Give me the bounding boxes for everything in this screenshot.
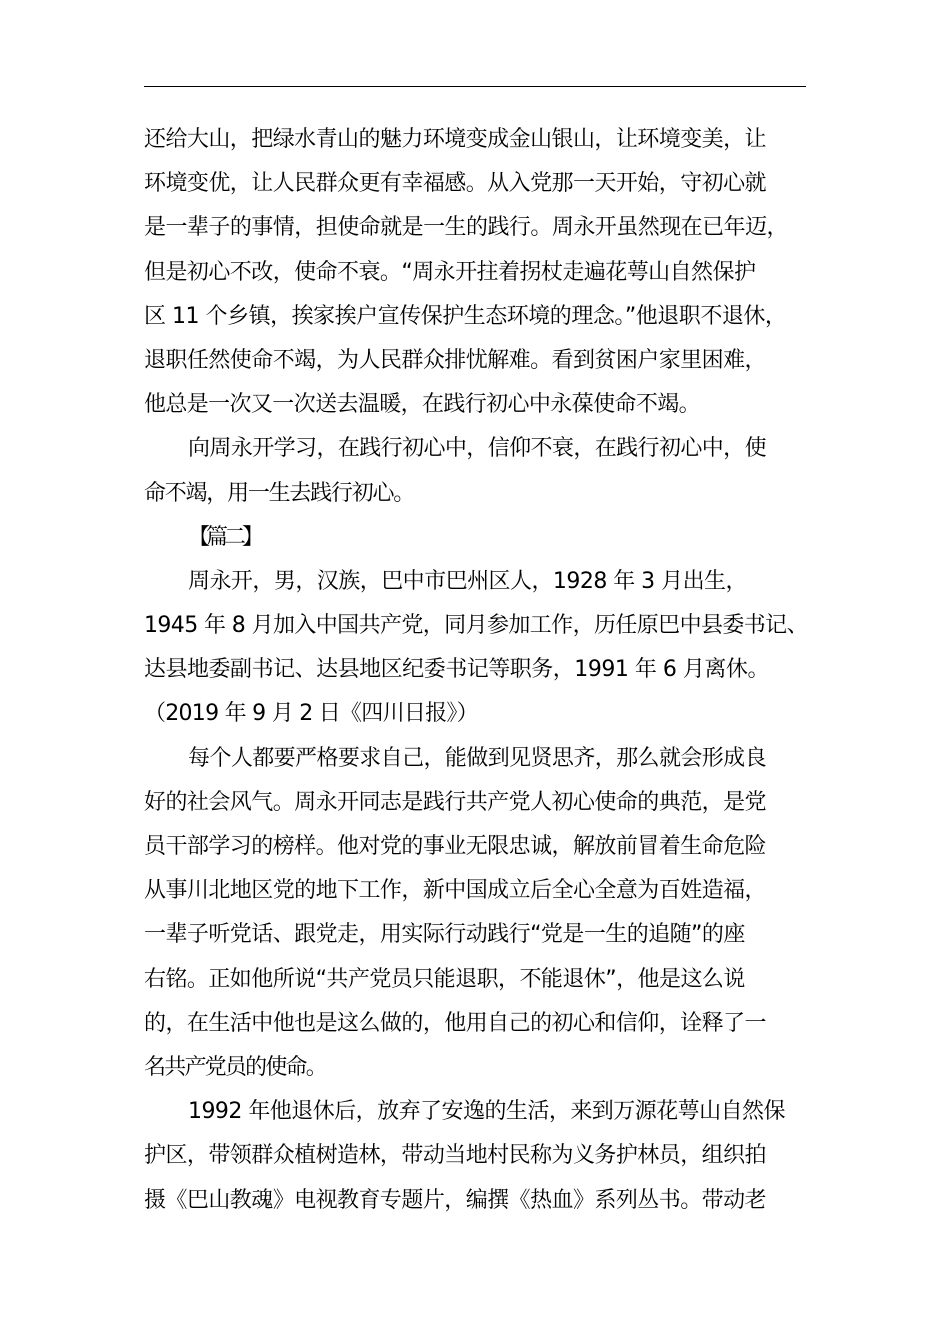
text-line: 【篇二】 — [188, 524, 261, 550]
header-rule — [144, 86, 806, 87]
text-line: 护区，带领群众植树造林，带动当地村民称为义务护林员，组织拍 — [144, 1143, 767, 1169]
text-line: 1945 年 8 月加入中国共产党，同月参加工作，历任原巴中县委书记、 — [144, 613, 808, 639]
text-line: 向周永开学习，在践行初心中，信仰不衰，在践行初心中，使 — [188, 436, 767, 462]
text-line: 但是初心不改，使命不衰。“周永开拄着拐杖走遍花萼山自然保护 — [144, 259, 756, 285]
text-line: 员干部学习的榜样。他对党的事业无限忠诚，解放前冒着生命危险 — [144, 834, 767, 859]
text-line: 命不竭，用一生去践行初心。 — [144, 480, 415, 506]
text-line: 右铭。正如他所说“共产党员只能退职，不能退休”，他是这么说 — [144, 966, 745, 992]
text-line: 他总是一次又一次送去温暖，在践行初心中永葆使命不竭。 — [144, 392, 701, 418]
text-line: 的，在生活中他也是这么做的，他用自己的初心和信仰，诠释了一 — [144, 1010, 767, 1036]
text-line: 是一辈子的事情，担使命就是一生的践行。周永开虽然现在已年迈， — [144, 215, 789, 241]
text-line: 环境变优，让人民群众更有幸福感。从入党那一天开始，守初心就 — [144, 171, 767, 197]
text-line: 摄《巴山教魂》电视教育专题片，编撰《热血》系列丛书。带动老 — [144, 1187, 767, 1213]
text-line: 达县地委副书记、达县地区纪委书记等职务，1991 年 6 月离休。 — [144, 657, 769, 683]
text-line: 每个人都要严格要求自己，能做到见贤思齐，那么就会形成良 — [188, 745, 767, 771]
text-line: 好的社会风气。周永开同志是践行共产党人初心使命的典范，是党 — [144, 789, 767, 815]
text-line: 一辈子听党话、跟党走，用实际行动践行“党是一生的追随”的座 — [144, 922, 745, 948]
text-line: 还给大山，把绿水青山的魅力环境变成金山银山，让环境变美，让 — [144, 127, 767, 152]
document-body — [144, 118, 824, 1223]
text-line: 周永开，男，汉族，巴中市巴州区人，1928 年 3 月出生， — [188, 568, 747, 594]
text-line: 区 11 个乡镇，挨家挨户宣传保护生态环境的理念。”他退职不退休， — [144, 303, 787, 329]
text-line: 1992 年他退休后，放弃了安逸的生活，来到万源花萼山自然保 — [188, 1099, 785, 1125]
text-line: 退职任然使命不竭，为人民群众排忧解难。看到贫困户家里困难， — [144, 347, 767, 373]
text-line: 名共产党员的使命。 — [144, 1054, 327, 1080]
text-line: 从事川北地区党的地下工作，新中国成立后全心全意为百姓造福， — [144, 878, 767, 904]
text-line: （2019 年 9 月 2 日《四川日报》） — [144, 701, 478, 727]
